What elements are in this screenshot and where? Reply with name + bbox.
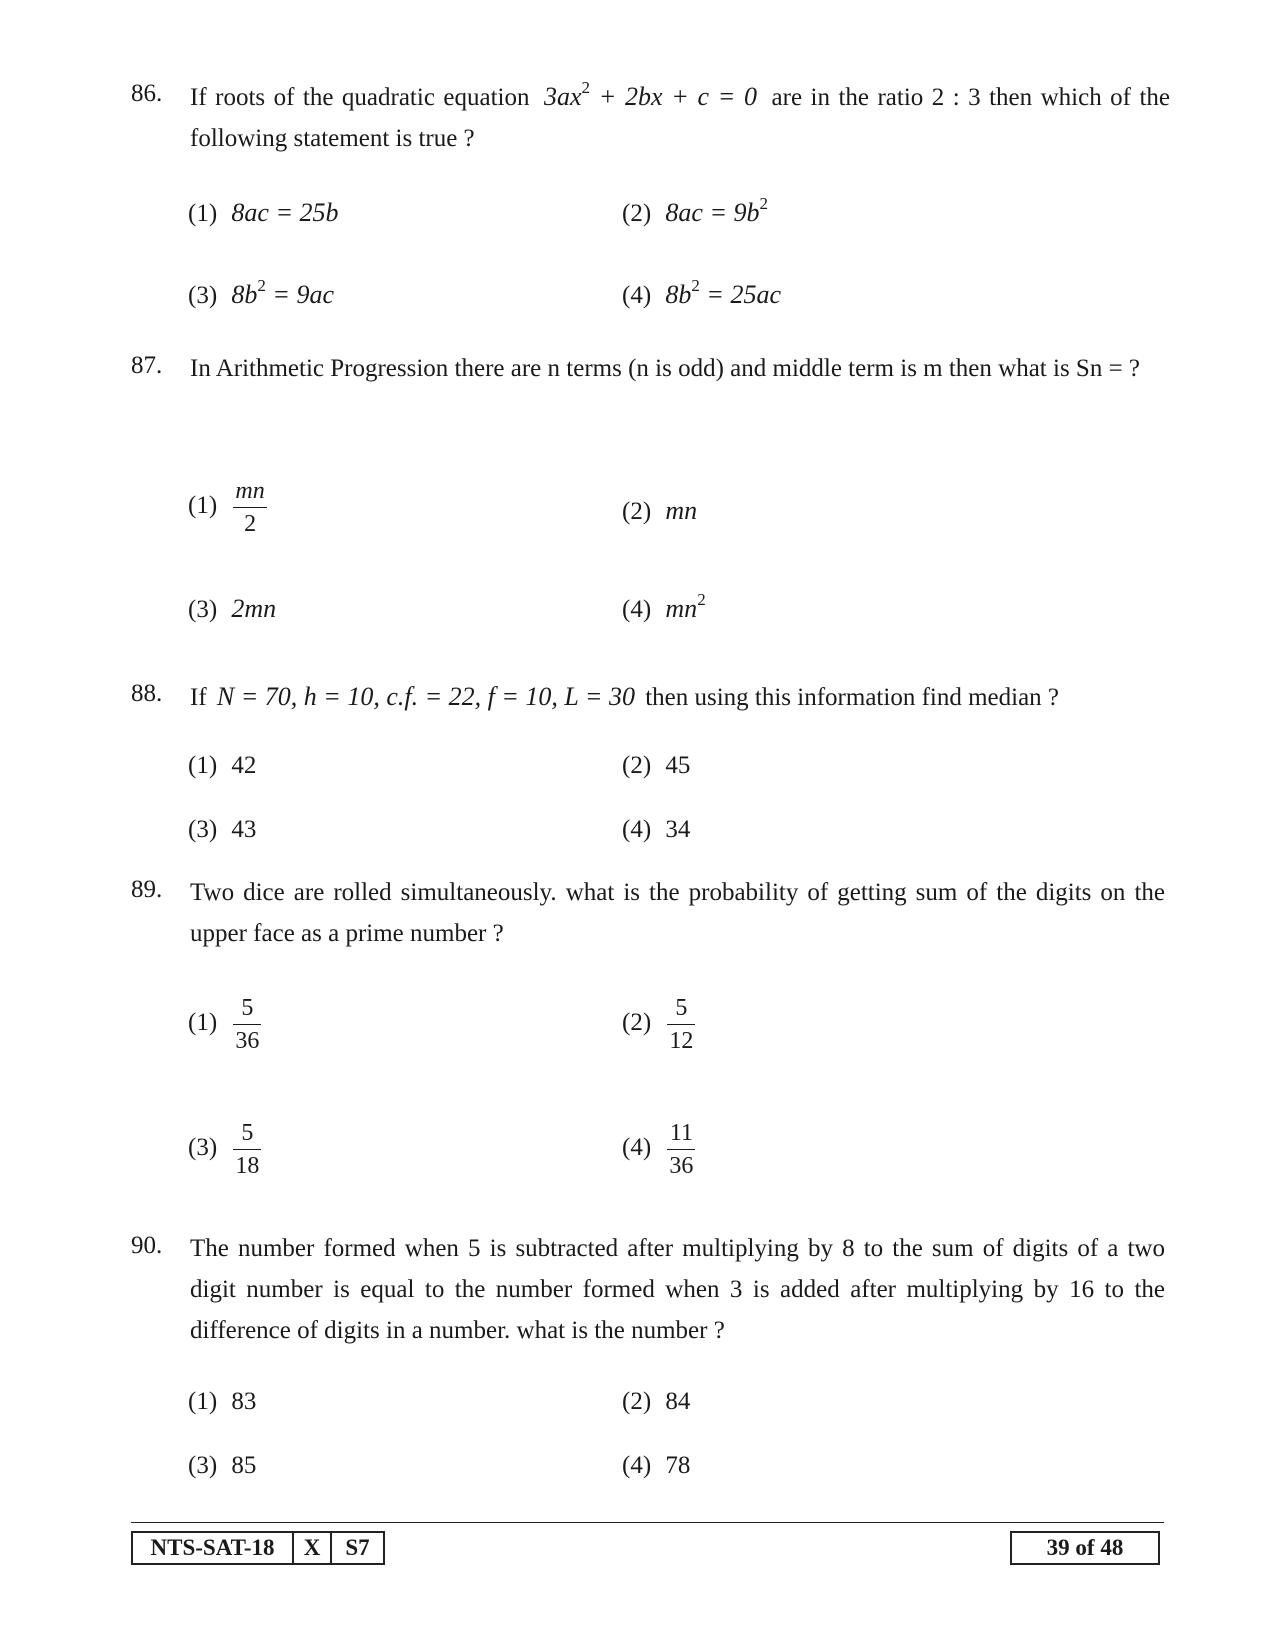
- option-2[interactable]: (2) 84: [622, 1388, 691, 1415]
- option-3[interactable]: (3) $\frac{5}{18}$: [188, 1117, 261, 1182]
- option-2[interactable]: (2) mn: [622, 496, 698, 525]
- question-text: The number formed when 5 is subtracted after multiplying by 8 to the sum of digits of a two digit number is equal to the number formed when 3 is added after multiplying by 16 to the difference of digits in a number. what is the number ?: [190, 1235, 1165, 1344]
- footer-divider: [131, 1522, 1164, 1523]
- set-code: S7: [330, 1531, 385, 1565]
- option-3[interactable]: (3) 43: [188, 816, 257, 843]
- question-number: 87.: [131, 352, 163, 379]
- option-4[interactable]: (4) $8b^2 = 25ac$: [622, 276, 781, 309]
- fraction: $\frac{5}{12}$: [667, 992, 695, 1057]
- option-3[interactable]: (3) $8b^2 = 9ac$: [188, 276, 334, 309]
- option-4[interactable]: (4) $mn^2$: [622, 590, 706, 623]
- option-1[interactable]: (1) 8ac = 25b: [188, 198, 339, 227]
- page-number: 39 of 48: [1010, 1531, 1160, 1565]
- exam-code: NTS-SAT-18: [131, 1531, 294, 1565]
- question-number: 86.: [131, 80, 163, 107]
- option-3[interactable]: (3) 85: [188, 1452, 257, 1479]
- fraction: $\frac{5}{18}$: [233, 1117, 261, 1182]
- option-2[interactable]: (2) 45: [622, 752, 691, 779]
- question-number: 90.: [131, 1232, 163, 1259]
- option-4[interactable]: (4) 34: [622, 816, 691, 843]
- question-number: 89.: [131, 876, 163, 903]
- equation: $3ax^2 + 2bx + c = 0$: [543, 78, 758, 111]
- question-text: Two dice are rolled simultaneously. what is the probability of getting sum of the digits on the upper face as a prime number ?: [190, 879, 1165, 947]
- option-1[interactable]: (1) 42: [188, 752, 257, 779]
- option-2[interactable]: (2) $\frac{5}{12}$: [622, 992, 695, 1057]
- fraction: $\frac{5}{36}$: [233, 992, 261, 1057]
- option-1[interactable]: (1) $\frac{mn}{2}$: [188, 475, 267, 540]
- question-text: In Arithmetic Progression there are n terms (n is odd) and middle term is m then what is Sn = ?: [190, 355, 1141, 382]
- option-1[interactable]: (1) $\frac{5}{36}$: [188, 992, 261, 1057]
- fraction: $\frac{mn}{2}$: [233, 475, 266, 540]
- option-3[interactable]: (3) 2mn: [188, 594, 277, 623]
- fraction: $\frac{11}{36}$: [667, 1117, 695, 1182]
- question-number: 88.: [131, 680, 163, 707]
- option-4[interactable]: (4) 78: [622, 1452, 691, 1479]
- option-2[interactable]: (2) $8ac = 9b^2$: [622, 194, 768, 227]
- option-1[interactable]: (1) 83: [188, 1388, 257, 1415]
- question-text: If N = 70, h = 10, c.f. = 22, f = 10, L = 30 then using this information find median ?: [190, 682, 1060, 711]
- class-code: X: [292, 1531, 332, 1565]
- equation: N = 70, h = 10, c.f. = 22, f = 10, L = 30: [216, 682, 635, 711]
- question-text: If roots of the quadratic equation $3ax^2 + 2bx + c = 0$ are in the ratio 2 : 3 then which of the following statement is true ?: [190, 78, 1171, 152]
- option-4[interactable]: (4) $\frac{11}{36}$: [622, 1117, 695, 1182]
